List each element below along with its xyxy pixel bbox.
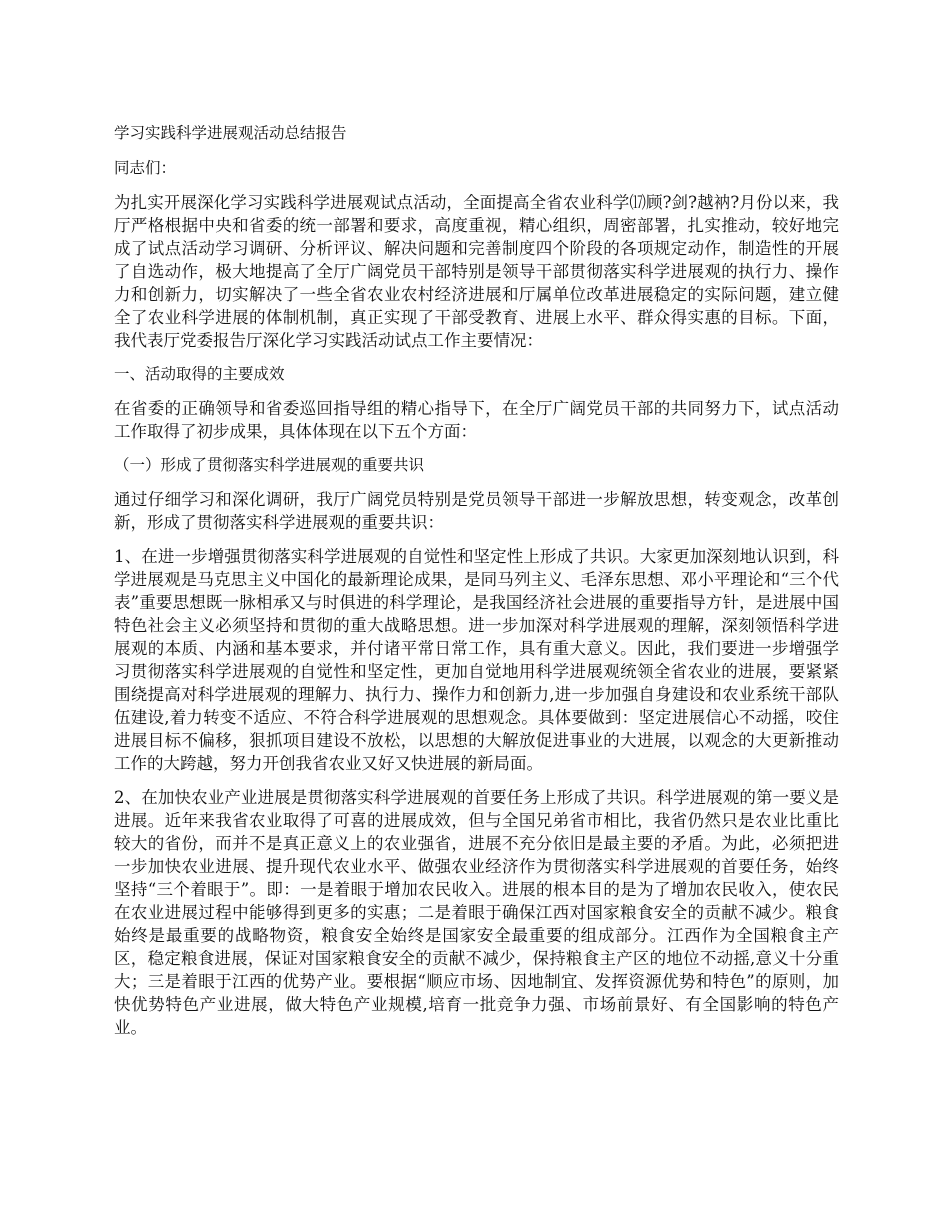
section-1-paragraph: 在省委的正确领导和省委巡回指导组的精心指导下，在全厅广阔党员干部的共同努力下，试点活动工作取得了初步成果，具体体现在以下五个方面： xyxy=(114,399,839,441)
subsection-heading-1: （一）形成了贯彻落实科学进展观的重要共识 xyxy=(114,456,425,474)
document-title: 学习实践科学进展观活动总结报告 xyxy=(114,124,347,142)
point-2-paragraph: 2、在加快农业产业进展是贯彻落实科学进展观的首要任务上形成了共识。科学进展观的第一要义是进展。近年来我省农业取得了可喜的进展成效，但与全国兄弟省市相比，我省仍然只是农业比重比较大的省份，而并不是真正意义上的农业强省，进展不充分依旧是最主要的矛盾。为此，必须把进一步加快农业进展、提升现代农业水平、做强农业经济作为贯彻落实科学进展观的首要任务，始终坚持“三个着眼于”。即：一是着眼于增加农民收入。进展的根本目的是为了增加农民收入，使农民在农业进展过程中能够得到更多的实惠；二是着眼于确保江西对国家粮食安全的贡献不减少。粮食始终是最重要的战略物资，粮食安全始终是国家安全最重要的组成部分。江西作为全国粮食主产区，稳定粮食进展，保证对国家粮食安全的贡献不减少，保持粮食主产区的地位不动摇,意义十分重大；三是着眼于江西的优势产业。要根据“顺应市场、因地制宜、发挥资源优势和特色”的原则，加快优势特色产业进展，做大特色产业规模,培育一批竞争力强、市场前景好、有全国影响的特色产业。 xyxy=(114,788,839,1037)
greeting: 同志们： xyxy=(114,159,177,177)
intro-paragraph: 为扎实开展深化学习实践科学进展观试点活动，全面提高全省农业科学⒄顾?剑?越衲?月份以来，我厅严格根据中央和省委的统一部署和要求，高度重视，精心组织，周密部署，扎实推动，较好地完成了试点活动学习调研、分析评议、解决问题和完善制度四个阶段的各项规定动作，制造性的开展了自选动作，极大地提高了全厅广阔党员干部特别是领导干部贯彻落实科学进展观的执行力、操作力和创新力，切实解决了一些全省农业农村经济进展和厅属单位改革进展稳定的实际问题，建立健全了农业科学进展的体制机制，真正实现了干部受教育、进展上水平、群众得实惠的目标。下面，我代表厅党委报告厅深化学习实践活动试点工作主要情况： xyxy=(114,193,839,350)
point-1-paragraph: 1、在进一步增强贯彻落实科学进展观的自觉性和坚定性上形成了共识。大家更加深刻地认识到，科学进展观是马克思主义中国化的最新理论成果，是同马列主义、毛泽东思想、邓小平理论和“三个代表”重要思想既一脉相承又与时俱进的科学理论，是我国经济社会进展的重要指导方针，是进展中国特色社会主义必须坚持和贯彻的重大战略思想。进一步加深对科学进展观的理解，深刻领悟科学进展观的本质、内涵和基本要求，并付诸平常日常工作，具有重大意义。因此，我们要进一步增强学习贯彻落实科学进展观的自觉性和坚定性，更加自觉地用科学进展观统领全省农业的进展，要紧紧围绕提高对科学进展观的理解力、执行力、操作力和创新力,进一步加强自身建设和农业系统干部队伍建设,着力转变不适应、不符合科学进展观的思想观念。具体要做到：坚定进展信心不动摇，咬住进展目标不偏移，狠抓项目建设不放松，以思想的大解放促进事业的大进展，以观念的大更新推动工作的大跨越，努力开创我省农业又好又快进展的新局面。 xyxy=(114,547,839,773)
subsection-1-paragraph: 通过仔细学习和深化调研，我厅广阔党员特别是党员领导干部进一步解放思想，转变观念，改革创新，形成了贯彻落实科学进展观的重要共识： xyxy=(114,490,839,532)
document-page xyxy=(114,122,839,1050)
section-heading-1: 一、活动取得的主要成效 xyxy=(114,365,285,383)
